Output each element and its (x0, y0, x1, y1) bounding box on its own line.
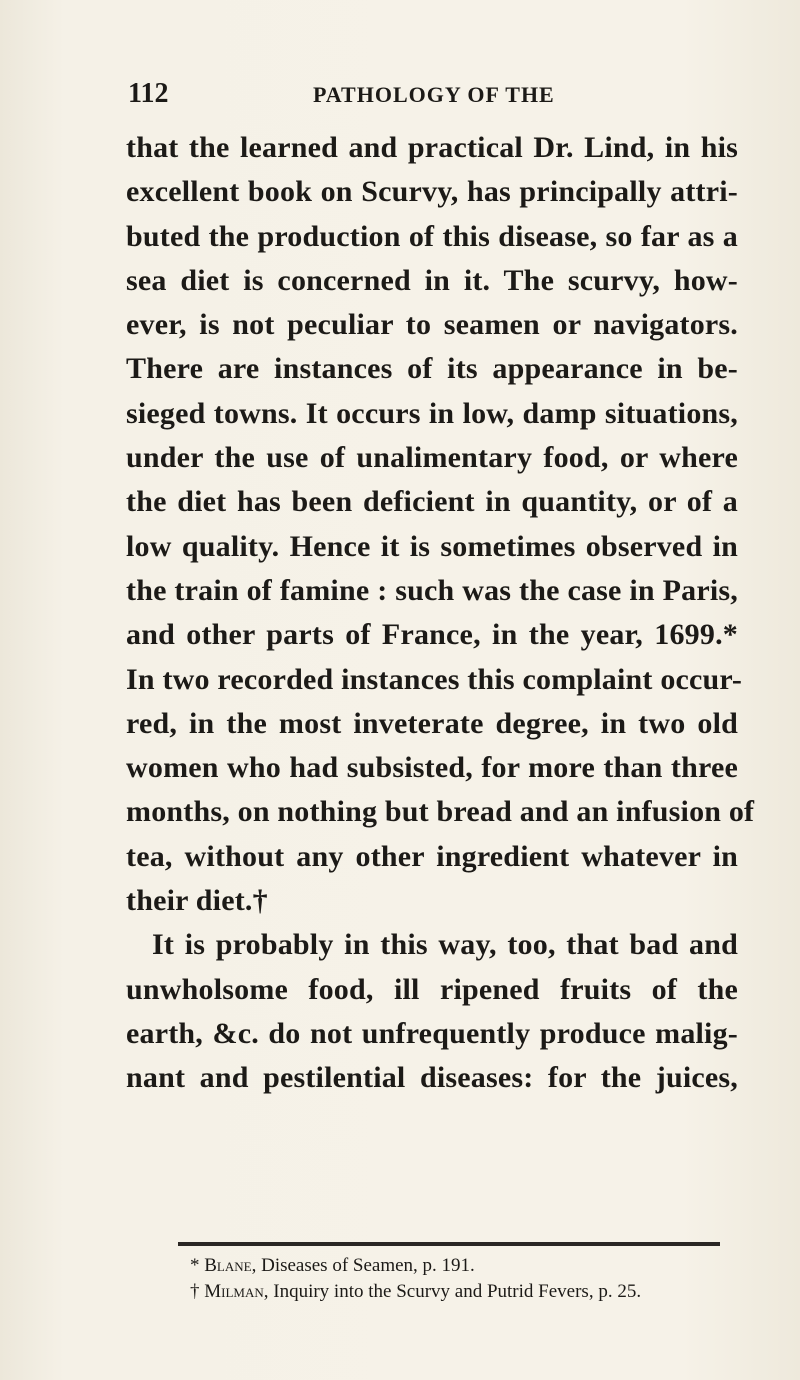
text-line: the diet has been deficient in quantity, or of a (126, 485, 738, 519)
page-header (128, 78, 728, 118)
text-line: low quality. Hence it is sometimes observed in (126, 529, 738, 563)
footnotes (190, 1253, 730, 1305)
text-line: excellent book on Scurvy, has principally attri- (126, 175, 738, 209)
text-line: red, in the most inveterate degree, in two old (126, 706, 738, 740)
footnote-rule (178, 1242, 720, 1246)
text-line: the train of famine : such was the case in Paris, (126, 573, 738, 607)
text-line: women who had subsisted, for more than three (126, 751, 738, 785)
footnote-author: Blane (204, 1255, 252, 1276)
footnote-author: Milman (204, 1281, 264, 1302)
footnote-text: , Inquiry into the Scurvy and Putrid Fevers, p. 25. (263, 1281, 642, 1302)
body-text (126, 126, 755, 1101)
footnote (190, 1279, 730, 1305)
text-line: their diet.† (126, 884, 268, 918)
text-line: tea, without any other ingredient whatever in (126, 839, 738, 873)
footnote-mark: * (190, 1255, 200, 1276)
text-line: under the use of unalimentary food, or where (126, 441, 738, 475)
text-line: In two recorded instances this complaint occur- (126, 662, 743, 696)
running-head: PATHOLOGY OF THE (313, 82, 555, 107)
text-line: nant and pestilential diseases: for the juices, (126, 1061, 738, 1095)
text-line: buted the production of this disease, so far as a (126, 219, 738, 253)
text-line: earth, &c. do not unfrequently produce malig- (126, 1016, 738, 1050)
text-line: There are instances of its appearance in be- (126, 352, 738, 386)
text-line: unwholsome food, ill ripened fruits of the (126, 972, 738, 1006)
text-line: sieged towns. It occurs in low, damp situations, (126, 396, 738, 430)
page-number: 112 (128, 78, 169, 109)
text-line: months, on nothing but bread and an infusion of (126, 795, 755, 829)
text-line: ever, is not peculiar to seamen or navigators. (126, 308, 738, 342)
text-line: and other parts of France, in the year, 1699.* (126, 618, 738, 652)
footnote-mark: † (190, 1281, 200, 1302)
text-line: It is probably in this way, too, that bad and (152, 928, 738, 962)
footnote-text: , Diseases of Seamen, p. 191. (251, 1255, 475, 1276)
text-line: sea diet is concerned in it. The scurvy, how- (126, 263, 738, 297)
text-line: that the learned and practical Dr. Lind, in his (126, 131, 738, 164)
footnote (190, 1253, 730, 1279)
